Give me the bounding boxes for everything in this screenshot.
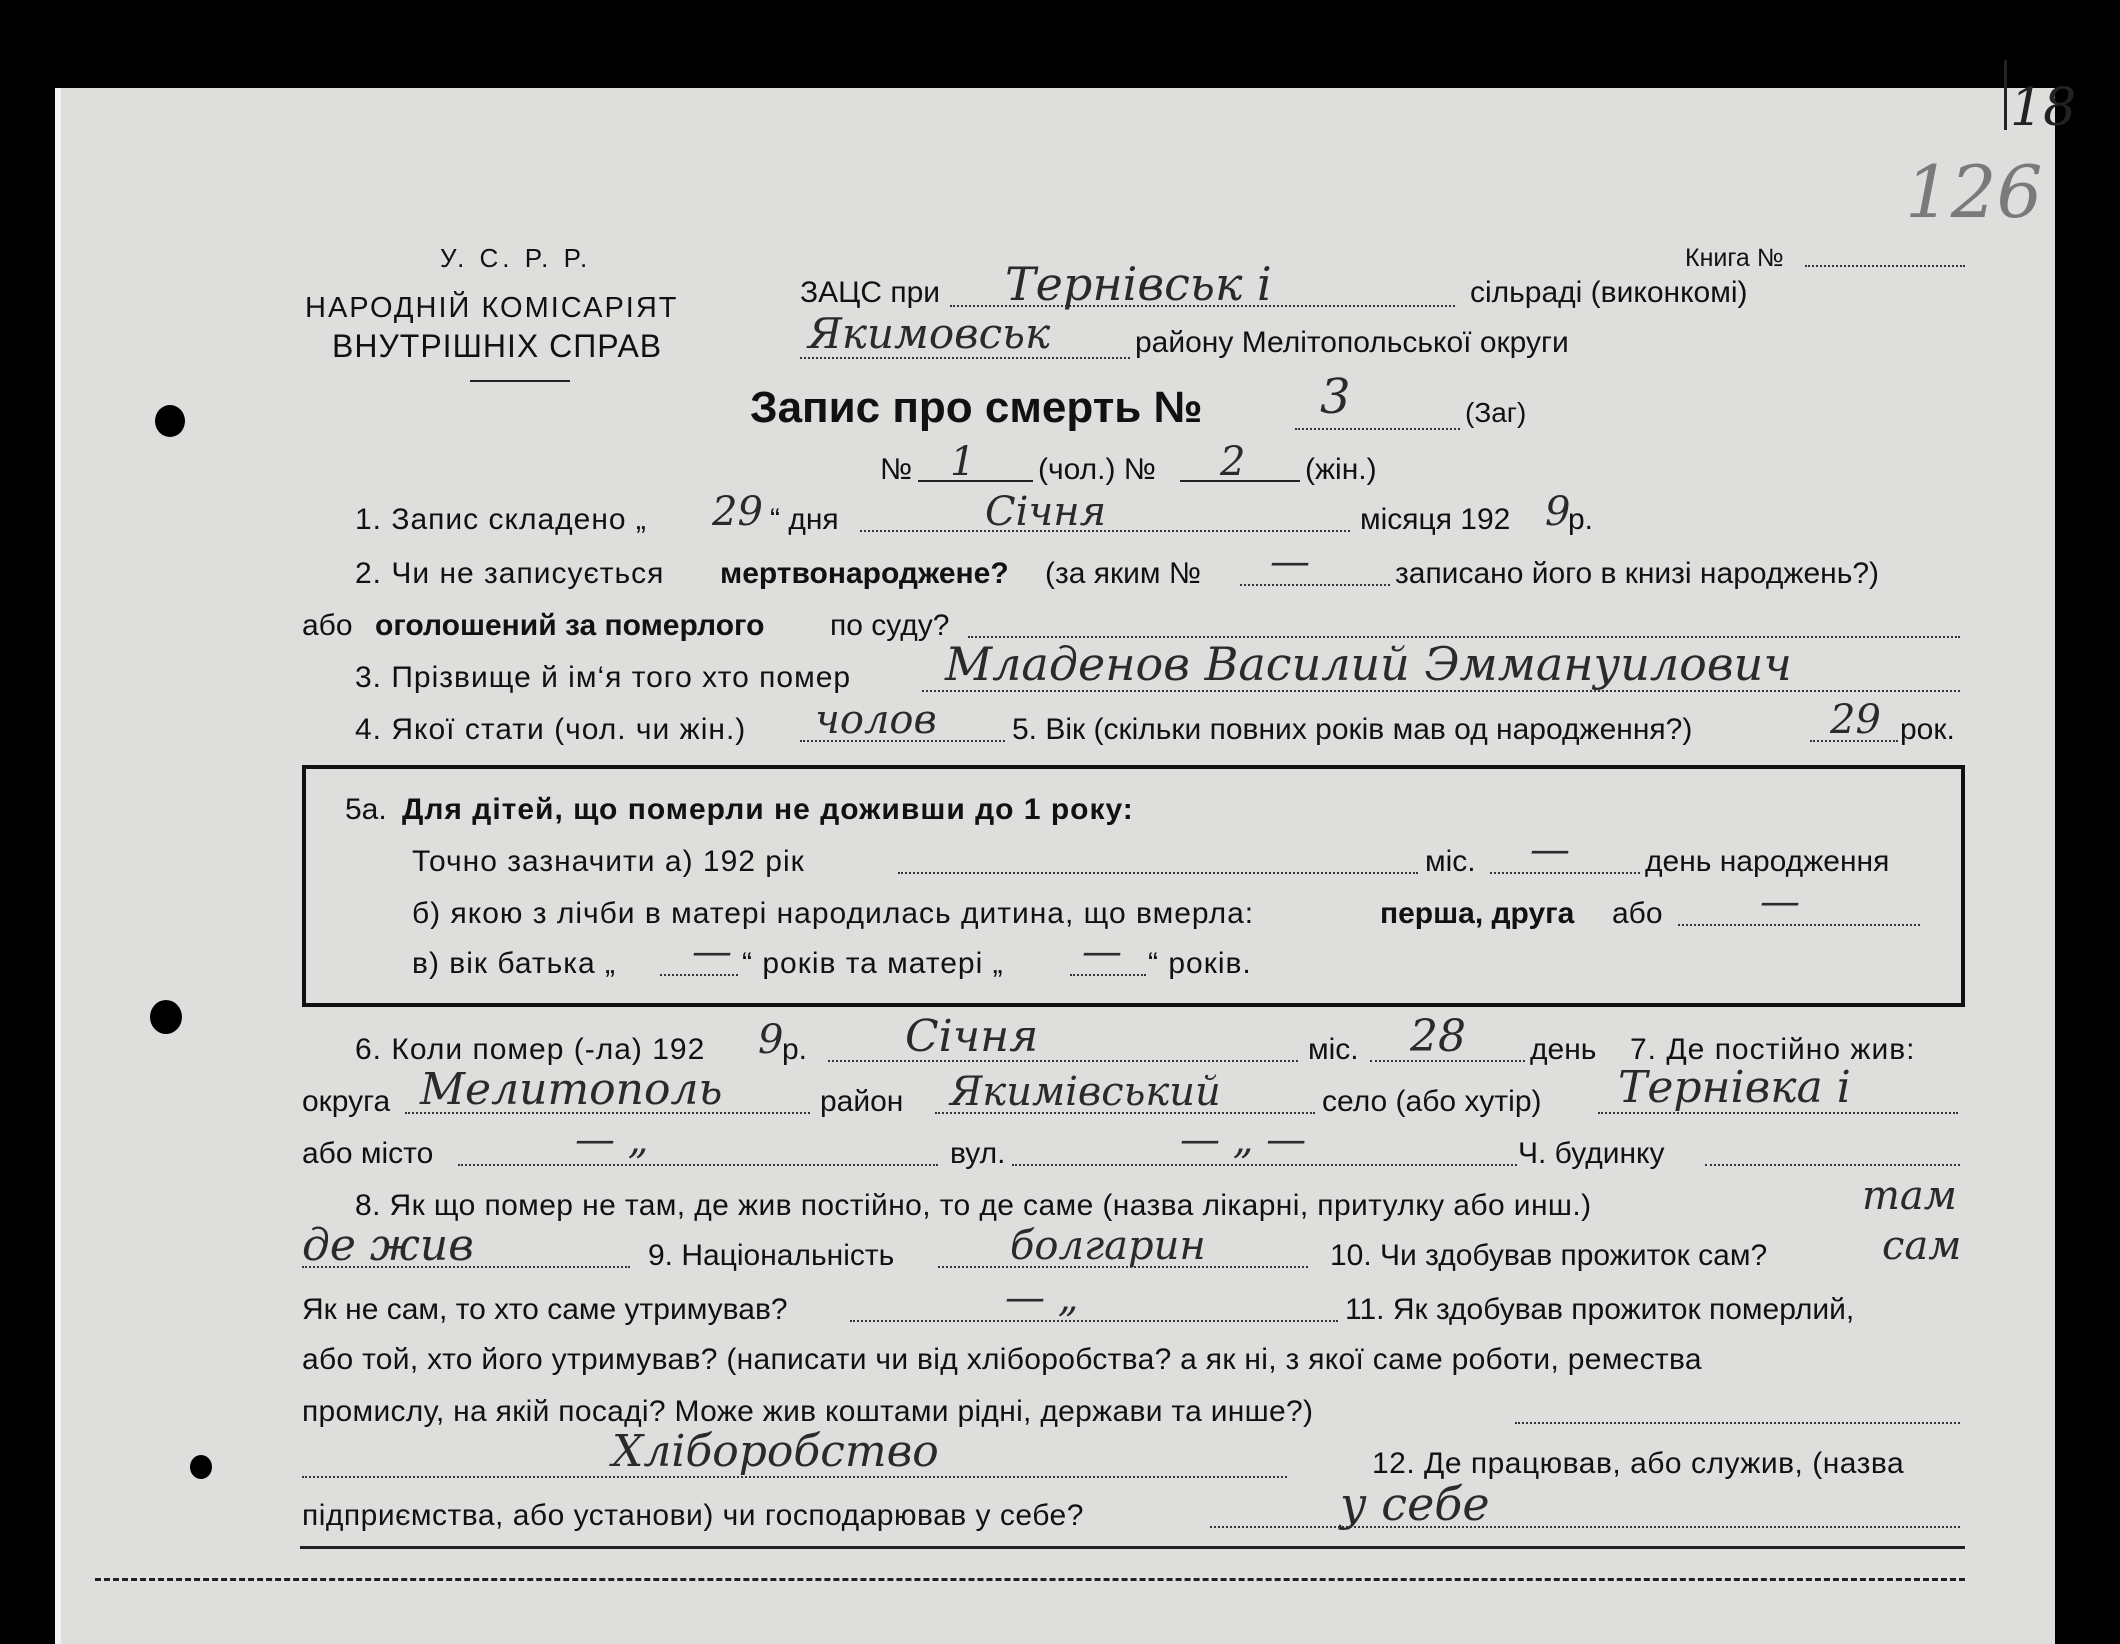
field9-value: болгарин <box>1010 1223 1206 1269</box>
child-line2-label: б) якою з лічби в матері народилась дитина, що вмерла: <box>412 897 1255 930</box>
field6-month: Січня <box>905 1011 1039 1062</box>
selo-field[interactable] <box>1598 1112 1958 1114</box>
corner-stamp: 126 <box>1905 150 2043 234</box>
field11-line3-field[interactable] <box>1515 1422 1960 1424</box>
field8-value2: де жив <box>302 1220 474 1271</box>
raion-field[interactable] <box>935 1112 1315 1114</box>
field11-line2: або той, хто його утримував? (написати чи від хліборобства? а як ні, з якої саме роботи, ремества <box>302 1343 1702 1376</box>
zags-field[interactable] <box>950 305 1455 307</box>
male-prefix: № <box>880 453 913 486</box>
field6-year-suffix: р. <box>782 1033 808 1066</box>
record-number-field[interactable] <box>1295 428 1460 430</box>
field10b-value: — „ <box>1005 1275 1079 1321</box>
record-suffix: (Заг) <box>1465 397 1527 428</box>
field1-year-digit: 9 <box>1545 489 1571 535</box>
ministry-line2: ВНУТРІШНІХ СПРАВ <box>332 328 663 364</box>
child-line3-b: “ років та матері „ <box>742 947 1004 980</box>
child-line3-a: в) вік батька „ <box>412 947 617 980</box>
field11-field[interactable] <box>302 1476 1287 1478</box>
field1-month: Січня <box>985 489 1107 535</box>
child-line3-dash1: — <box>692 929 732 975</box>
field2-part3: записано його в книзі народжень?) <box>1395 557 1880 590</box>
father-age-field[interactable] <box>660 974 738 976</box>
field2b-part2: по суду? <box>830 609 950 642</box>
record-title: Запис про смерть № <box>750 383 1203 432</box>
field6-day: 28 <box>1410 1011 1466 1062</box>
field2-number-field[interactable] <box>1240 584 1390 586</box>
field1-month-field[interactable] <box>860 530 1350 532</box>
field3-field[interactable] <box>922 690 1960 692</box>
record-number: 3 <box>1320 369 1351 425</box>
budynok-field[interactable] <box>1705 1164 1960 1166</box>
field1-year-suffix: р. <box>1568 503 1594 536</box>
raion-value: Якимівський <box>950 1069 1221 1115</box>
field10-value: сам <box>1882 1223 1962 1269</box>
field2b-bold: оголошений за померлого <box>375 609 765 642</box>
field11-label: 11. Як здобував прожиток померлий, <box>1345 1293 1855 1326</box>
field10-label: 10. Чи здобував прожиток сам? <box>1330 1239 1768 1272</box>
child-line3-c: “ років. <box>1148 947 1252 980</box>
female-count: 2 <box>1220 439 1246 485</box>
child-line1-label: Точно зазначити а) 192 рік <box>412 845 805 878</box>
field5-label: 5. Вік (скільки повних років мав од народження?) <box>1012 713 1693 746</box>
vul-value: — „ — <box>1180 1117 1307 1163</box>
field1-label: 1. Запис складено „ <box>355 503 647 536</box>
field2-dash: — <box>1270 539 1310 585</box>
child-year-field[interactable] <box>898 872 1418 874</box>
field3-value: Младенов Василий Эммануилович <box>945 637 1792 691</box>
punch-hole <box>150 1000 182 1034</box>
header-rule <box>470 380 570 382</box>
district-value: Якимовськ <box>808 309 1051 358</box>
corner-divider <box>2004 60 2007 130</box>
field1-day-suffix: “ дня <box>770 503 839 536</box>
field6-year-digit: 9 <box>758 1017 784 1063</box>
male-label: (чол.) № <box>1038 453 1156 486</box>
field2-bold: мертвонароджене? <box>720 557 1009 590</box>
child-line2-bold: перша, друга <box>1380 897 1575 930</box>
field5-value: 29 <box>1830 697 1881 743</box>
field12-field[interactable] <box>1210 1526 1960 1528</box>
district-field[interactable] <box>800 357 1130 359</box>
field8-label: 8. Як що помер не там, де жив постійно, то де саме (назва лікарні, притулку або инш.) <box>355 1189 1592 1222</box>
child-title: Для дітей, що померли не доживши до 1 року: <box>402 793 1134 826</box>
selo-label: село (або хутір) <box>1322 1085 1542 1118</box>
field2-part2: (за яким № <box>1045 557 1202 590</box>
field7-label: 7. Де постійно жив: <box>1630 1033 1916 1066</box>
country-label: У. С. Р. Р. <box>440 243 592 273</box>
field6-den: день <box>1530 1033 1597 1066</box>
child-line3-dash2: — <box>1082 929 1122 975</box>
child-line1-dash: — <box>1530 827 1570 873</box>
child-line1-end: день народження <box>1645 845 1890 878</box>
field6-mis: міс. <box>1308 1033 1359 1066</box>
cut-line <box>95 1578 1965 1581</box>
field4-value: чолов <box>815 697 937 743</box>
field5-field[interactable] <box>1810 740 1898 742</box>
okruha-field[interactable] <box>405 1112 810 1114</box>
child-line2-dash: — <box>1760 879 1800 925</box>
field2-part1: 2. Чи не записується <box>355 557 665 590</box>
page-edge <box>55 88 61 1644</box>
child-order-field[interactable] <box>1678 924 1920 926</box>
misto-field[interactable] <box>458 1164 938 1166</box>
field6-day-field[interactable] <box>1370 1060 1525 1062</box>
mother-age-field[interactable] <box>1070 974 1146 976</box>
section-divider <box>300 1546 1965 1549</box>
misto-value: — „ <box>575 1117 649 1163</box>
field6-label: 6. Коли помер (-ла) 192 <box>355 1033 706 1066</box>
child-month-field[interactable] <box>1490 872 1640 874</box>
field5-suffix: рок. <box>1900 713 1955 746</box>
vul-field[interactable] <box>1012 1164 1517 1166</box>
punch-hole <box>155 405 185 437</box>
field8-field[interactable] <box>302 1266 630 1268</box>
field12-label: 12. Де працював, або служив, (назва <box>1372 1447 1905 1480</box>
field11-line3: промислу, на якій посаді? Може жив коштами рідні, держави та инше?) <box>302 1395 1314 1428</box>
corner-number: 18 <box>2010 78 2077 138</box>
child-line2-end: або <box>1612 897 1663 930</box>
punch-hole <box>190 1455 212 1479</box>
zags-value: Тернівськ і <box>1005 257 1272 311</box>
field12-line2: підприємства, або установи) чи господарював у себе? <box>302 1499 1084 1532</box>
male-count-field[interactable] <box>918 480 1033 482</box>
okruha-label: округа <box>302 1085 391 1118</box>
selo-value: Тернівка і <box>1618 1062 1851 1113</box>
field10b-label: Як не сам, то хто саме утримував? <box>302 1293 788 1326</box>
budynok-label: Ч. будинку <box>1518 1137 1665 1170</box>
book-label: Книга № <box>1685 244 1784 272</box>
field3-label: 3. Прізвище й ім‘я того хто помер <box>355 661 852 694</box>
field8-value1: там <box>1862 1173 1957 1219</box>
field9-field[interactable] <box>938 1266 1308 1268</box>
field1-day: 29 <box>712 489 763 535</box>
field11-value: Хліборобство <box>612 1426 939 1477</box>
okruha-value: Мелитополь <box>420 1064 723 1115</box>
misto-label: або місто <box>302 1137 434 1170</box>
zags-label: ЗАЦС при <box>800 276 941 309</box>
child-line1-mis: міс. <box>1425 845 1476 878</box>
field6-month-field[interactable] <box>828 1060 1298 1062</box>
field12-value: у себе <box>1340 1477 1490 1531</box>
silrada-label: сільраді (виконкомі) <box>1470 276 1748 309</box>
female-count-field[interactable] <box>1180 480 1300 482</box>
book-number-field[interactable] <box>1805 265 1965 267</box>
raion-label: район <box>820 1085 904 1118</box>
field1-month-label: місяця 192 <box>1360 503 1511 536</box>
male-count: 1 <box>950 439 976 485</box>
ministry-line1: НАРОДНІЙ КОМІСАРІЯТ <box>305 292 679 324</box>
female-label: (жін.) <box>1305 453 1377 486</box>
field2b-part1: або <box>302 609 353 642</box>
field9-label: 9. Національність <box>648 1239 895 1272</box>
child-title-prefix: 5а. <box>345 793 387 826</box>
field4-label: 4. Якої стати (чол. чи жін.) <box>355 713 747 746</box>
field4-field[interactable] <box>800 740 1005 742</box>
district-label: району Мелітопольської округи <box>1135 326 1569 359</box>
vul-label: вул. <box>950 1137 1006 1170</box>
field10b-field[interactable] <box>850 1320 1338 1322</box>
